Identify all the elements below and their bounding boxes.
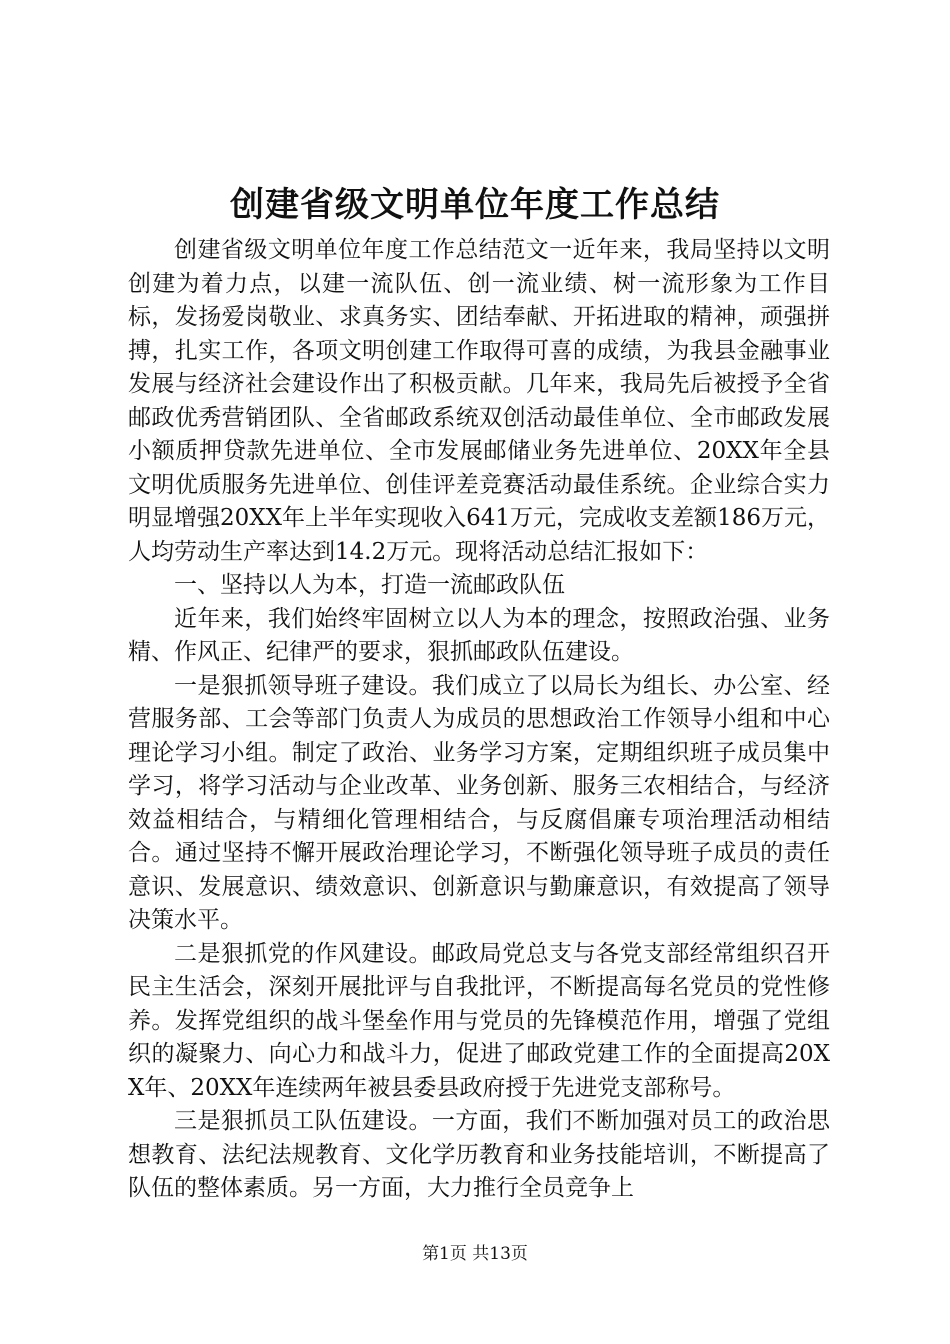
section-heading-1: 一、坚持以人为本，打造一流邮政队伍 — [174, 572, 565, 598]
paragraph-intro: 创建省级文明单位年度工作总结范文一近年来，我局坚持以文明创建为着力点，以建一流队伍、创一流业绩、树一流形象为工作目标，发扬爱岗敬业、求真务实、团结奉献、开拓进取的精神，顽强拼搏，扎实工作，各项文明创建工作取得可喜的成绩，为我县金融事业发展与经济社会建设作出了积极贡献。几年来，我局先后被授予全省邮政优秀营销团队、全省邮政系统双创活动最佳单位、全市邮政发展小额质押贷款先进单位、全市发展邮储业务先进单位、20XX年全县文明优质服务先进单位、创佳评差竞赛活动最佳系统。企业综合实力明显增强20XX年上半年实现收入641万元，完成收支差额186万元，人均劳动生产率达到14.2万元。现将活动总结汇报如下： — [128, 237, 830, 565]
document-body — [128, 234, 830, 1206]
paragraph-section-1-intro: 近年来，我们始终牢固树立以人为本的理念，按照政治强、业务精、作风正、纪律严的要求，狠抓邮政队伍建设。 — [128, 605, 830, 665]
paragraph-leadership: 一是狠抓领导班子建设。我们成立了以局长为组长、办公室、经营服务部、工会等部门负责人为成员的思想政治工作领导小组和中心理论学习小组。制定了政治、业务学习方案，定期组织班子成员集中学习，将学习活动与企业改革、业务创新、服务三农相结合，与经济效益相结合，与精细化管理相结合，与反腐倡廉专项治理活动相结合。通过坚持不懈开展政治理论学习，不断强化领导班子成员的责任意识、发展意识、绩效意识、创新意识与勤廉意识，有效提高了领导决策水平。 — [128, 672, 830, 933]
document-title: 创建省级文明单位年度工作总结 — [230, 185, 720, 225]
paragraph-staff: 三是狠抓员工队伍建设。一方面，我们不断加强对员工的政治思想教育、法纪法规教育、文化学历教育和业务技能培训，不断提高了队伍的整体素质。另一方面，大力推行全员竞争上 — [128, 1108, 830, 1201]
paragraph-party-style: 二是狠抓党的作风建设。邮政局党总支与各党支部经常组织召开民主生活会，深刻开展批评与自我批评，不断提高每名党员的党性修养。发挥党组织的战斗堡垒作用与党员的先锋模范作用，增强了党组织的凝聚力、向心力和战斗力，促进了邮政党建工作的全面提高20XX年、20XX年连续两年被县委县政府授于先进党支部称号。 — [128, 940, 830, 1101]
page-footer: 第1页 共13页 — [422, 1244, 528, 1264]
